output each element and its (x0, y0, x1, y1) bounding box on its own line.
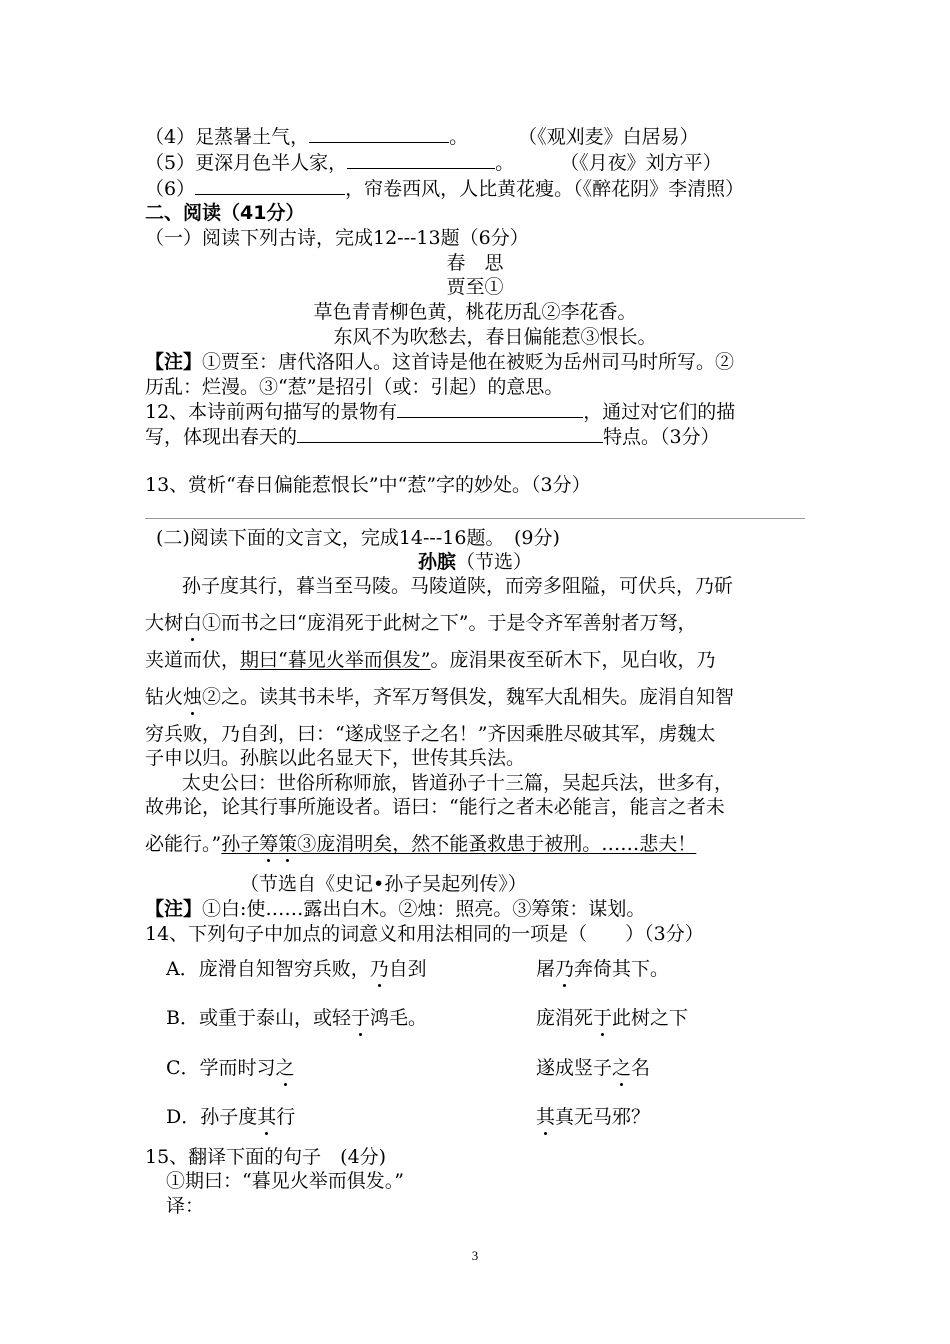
answer-line[interactable] (145, 518, 805, 519)
translate-label[interactable]: 译： (166, 1195, 205, 1217)
poem-line: 东风不为吹愁去，春日偏能惹③恨长。 (333, 326, 657, 348)
question-14: 14、下列句子中加点的词意义和用法相同的一项是（ ）（3分） (145, 923, 704, 945)
poem-title: 春 思 (446, 252, 504, 274)
option-a-right: 屠乃奔倚其下。 (536, 958, 670, 980)
option-c-right: 遂成竖子之名 (536, 1057, 651, 1079)
passage-line: 太史公曰：世俗所称师旅，皆道孙子十三篇，吴起兵法，世多有， (182, 772, 734, 794)
option-b-left[interactable]: B．或重于泰山，或轻于鸿毛。 (166, 1007, 427, 1029)
passage-line: 子申以归。孙膑以此名显天下，世传其兵法。 (145, 747, 526, 769)
passage-line: 大树白①而书之曰“庞涓死于此树之下”。于是令齐军善射者万弩， (145, 612, 697, 634)
question-15-item: ①期曰：“暮见火举而俱发。” (166, 1170, 404, 1192)
passage-line: 钻火烛②之。读其书未毕，齐军万弩俱发，魏军大乱相失。庞涓自知智 (145, 686, 735, 708)
poem-note: 【注】①贾至：唐代洛阳人。这首诗是他在被贬为岳州司马时所写。② (145, 351, 735, 373)
page-number: 3 (471, 1248, 479, 1263)
question-12: 12、本诗前两句描写的景物有 ，通过对它们的描 (145, 401, 736, 423)
passage-line: 故弗论，论其行事所施设者。语曰：“能行之者未必能言，能言之者未 (145, 796, 725, 818)
poem-line-5: （5）更深月色半人家， 。 （《月夜》刘方平） (145, 152, 722, 174)
passage-note: 【注】①白:使……露出白木。②烛：照亮。③筹策：谋划。 (145, 898, 646, 920)
option-a-left[interactable]: A．庞滑自知智穷兵败，乃自刭 (166, 958, 427, 980)
passage-source: （节选自《史记•孙子吴起列传》） (240, 873, 527, 895)
passage-line: 夹道而伏，期曰“暮见火举而俱发”。庞涓果夜至斫木下，见白收，乃 (145, 649, 716, 671)
answer-blank[interactable] (397, 399, 583, 418)
question-13: 13、赏析“春日偏能惹恨长”中“惹”字的妙处。（3分） (145, 474, 591, 496)
poem-author: 贾至① (446, 276, 504, 298)
part2-instruction: (二)阅读下面的文言文，完成14---16题。 (9分) (156, 527, 560, 549)
poem-line-4: （4）足蒸暑土气， 。 （《观刈麦》白居易） (145, 126, 699, 148)
option-d-left[interactable]: D．孙子度其行 (166, 1106, 296, 1128)
answer-blank[interactable] (297, 424, 603, 443)
poem-note: 历乱：烂漫。③“惹”是招引（或：引起）的意思。 (145, 376, 564, 398)
answer-blank[interactable] (309, 124, 449, 143)
option-c-left[interactable]: C．学而时习之 (166, 1057, 295, 1079)
passage-line: 穷兵败，乃自刭，曰：“遂成竖子之名！”齐因乘胜尽破其军，虏魏太 (145, 723, 716, 745)
part1-instruction: （一）阅读下列古诗，完成12---13题（6分） (145, 227, 529, 249)
poem-line-6: （6） ，帘卷西风，人比黄花瘦。（《醉花阴》李清照） (145, 178, 745, 200)
passage-line: 必能行。”孙子筹策③庞涓明矣，然不能蚤救患于被刑。……悲夫！ (145, 833, 697, 855)
passage-line: 孙子度其行，暮当至马陵。马陵道陕，而旁多阻隘，可伏兵，乃斫 (182, 575, 734, 597)
question-15: 15、翻译下面的句子 (4分) (145, 1146, 387, 1168)
answer-blank[interactable] (347, 150, 495, 169)
option-b-right: 庞涓死于此树之下 (536, 1007, 689, 1029)
section-heading: 二、阅读（41分） (145, 202, 305, 224)
passage-title: 孙膑（节选） (417, 551, 533, 573)
answer-blank[interactable] (195, 176, 345, 195)
underlined-sentence: 期曰“暮见火举而俱发” (240, 649, 431, 671)
underlined-sentence: 孙子筹策③庞涓明矣，然不能蚤救患于被刑。……悲夫！ (221, 833, 697, 855)
poem-line: 草色青青柳色黄，桃花历乱②李花香。 (313, 301, 637, 323)
option-d-right: 其真无马邪？ (536, 1106, 651, 1128)
question-12-cont: 写，体现出春天的 特点。（3分） (145, 426, 720, 448)
